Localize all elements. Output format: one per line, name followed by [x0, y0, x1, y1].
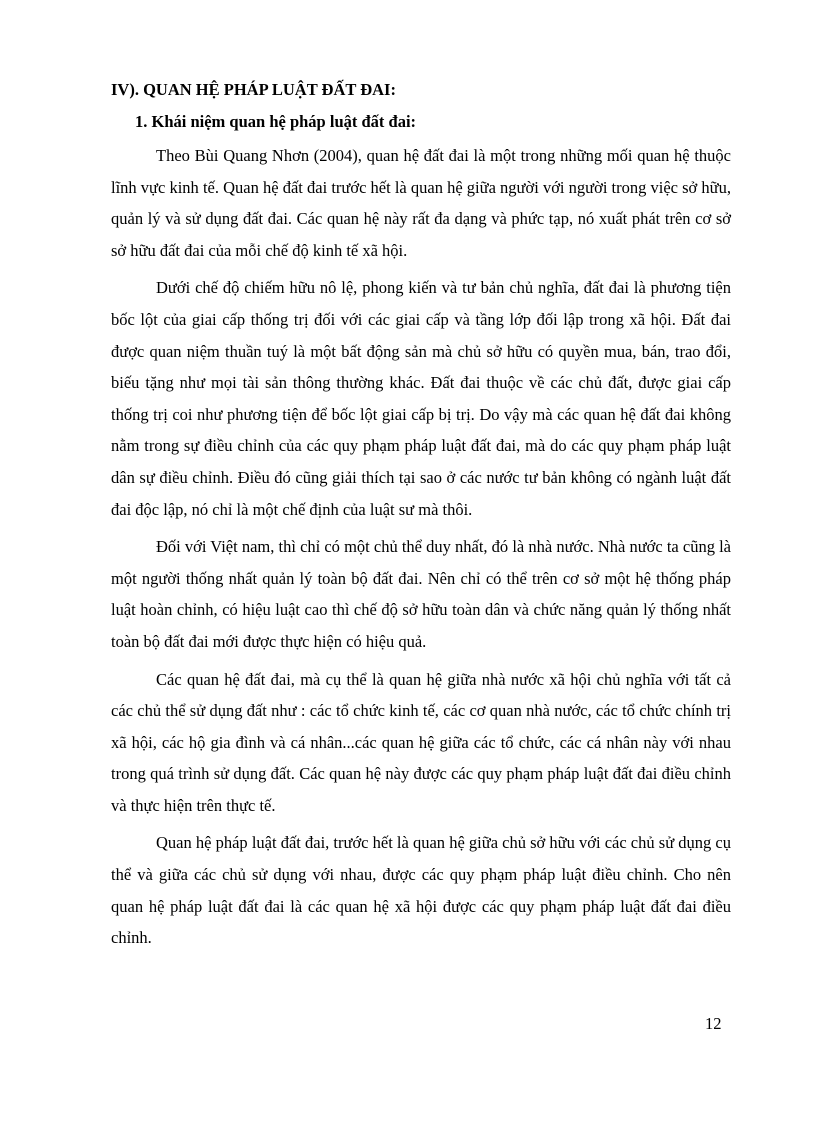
paragraph-2: Dưới chế độ chiếm hữu nô lệ, phong kiến và tư bản chủ nghĩa, đất đai là phương tiện bốc lột của giai cấp thống trị đối với các giai cấp và tầng lớp đối lập trong xã hội. Đất đai được quan niệm thuần tuý là một bất động sản mà chủ sở hữu có quyền mua, bán, trao đổi, biếu tặng như mọi tài sản thông thường khác. Đất đai thuộc về các chủ đất, được giai cấp thống trị coi như phương tiện để bốc lột giai cấp bị trị. Do vậy mà các quan hệ đất đai không nằm trong sự điều chỉnh của các quy phạm pháp luật đất đai, mà do các quy phạm pháp luật dân sự điều chỉnh. Điều đó cũng giải thích tại sao ở các nước tư bản không có ngành luật đất đai độc lập, nó chỉ là một chế định của luật sư mà thôi. [111, 278, 731, 519]
subsection-heading: 1. Khái niệm quan hệ pháp luật đất đai: [135, 112, 417, 131]
paragraph-5: Quan hệ pháp luật đất đai, trước hết là quan hệ giữa chủ sở hữu với các chủ sử dụng cụ thể và giữa các chủ sử dụng với nhau, được các quy phạm pháp luật điều chỉnh. Cho nên quan hệ pháp luật đất đai là các quan hệ xã hội được các quy phạm pháp luật đất đai điều chỉnh. [111, 833, 731, 948]
page-number: 12 [705, 1014, 722, 1033]
section-heading: IV). QUAN HỆ PHÁP LUẬT ĐẤT ĐAI: [111, 80, 396, 99]
paragraph-3: Đối với Việt nam, thì chỉ có một chủ thể duy nhất, đó là nhà nước. Nhà nước ta cũng là một người thống nhất quản lý toàn bộ đất đai. Nên chỉ có thể trên cơ sở một hệ thống pháp luật hoàn chỉnh, có hiệu luật cao thì chế độ sở hữu toàn dân và chức năng quản lý thống nhất toàn bộ đất đai mới được thực hiện có hiệu quả. [111, 537, 731, 651]
page-content [111, 78, 731, 960]
paragraph-1: Theo Bùi Quang Nhơn (2004), quan hệ đất đai là một trong những mối quan hệ thuộc lĩnh vực kinh tế. Quan hệ đất đai trước hết là quan hệ giữa người với người trong việc sở hữu, quản lý và sử dụng đất đai. Các quan hệ này rất đa dạng và phức tạp, nó xuất phát trên cơ sở sở hữu đất đai của mỗi chế độ kinh tế xã hội. [111, 146, 731, 260]
paragraph-4: Các quan hệ đất đai, mà cụ thể là quan hệ giữa nhà nước xã hội chủ nghĩa với tất cả các chủ thể sử dụng đất như : các tổ chức kinh tế, các cơ quan nhà nước, các tổ chức chính trị xã hội, các hộ gia đình và cá nhân...các quan hệ giữa các tổ chức, các cá nhân này với nhau trong quá trình sử dụng đất. Các quan hệ này được các quy phạm pháp luật đất đai điều chỉnh và thực hiện trên thực tế. [111, 669, 731, 815]
